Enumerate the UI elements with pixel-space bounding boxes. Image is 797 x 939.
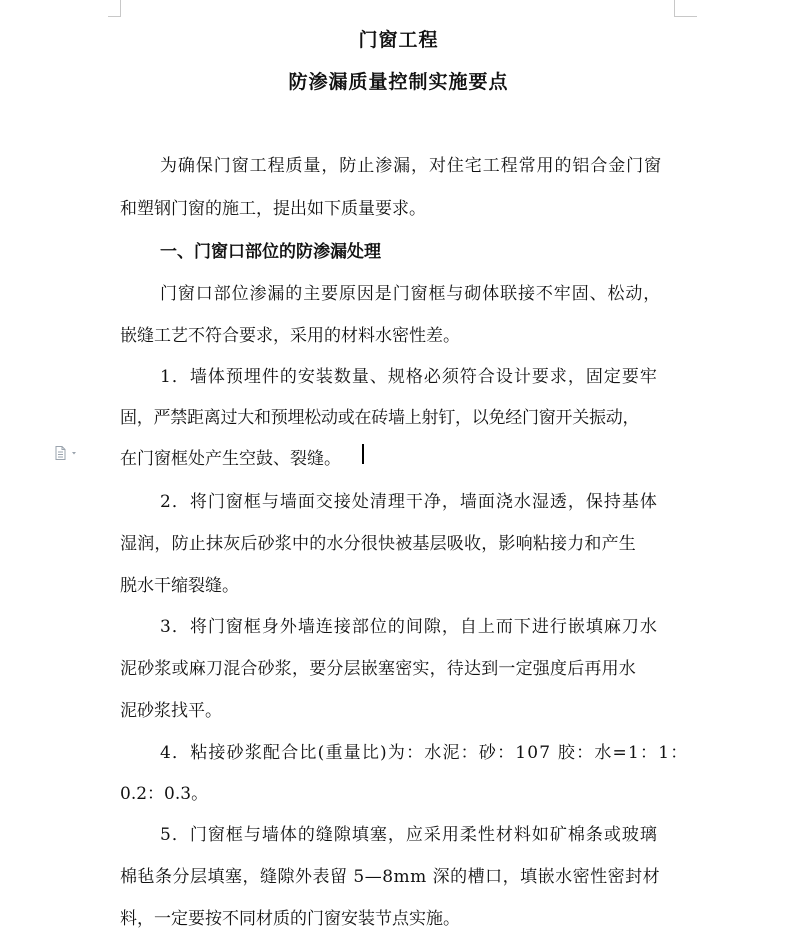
document-subtitle: 防渗漏质量控制实施要点 <box>288 71 509 93</box>
paragraph-line: 固，严禁距离过大和预埋松动或在砖墙上射钉，以免经门窗开关振动， <box>120 408 640 428</box>
paragraph-line: 为确保门窗工程质量，防止渗漏，对住宅工程常用的铝合金门窗 <box>160 156 663 176</box>
paragraph-line: 泥砂浆找平。 <box>120 701 222 721</box>
page-corner-mark-top-right <box>674 0 697 17</box>
paragraph-line: 3．将门窗框身外墙连接部位的间隙，自上而下进行嵌填麻刀水 <box>160 617 658 637</box>
paragraph-line: 泥砂浆或麻刀混合砂浆，要分层嵌塞密实，待达到一定强度后再用水 <box>120 659 636 679</box>
paragraph-line: 湿润，防止抹灰后砂浆中的水分很快被基层吸收，影响粘接力和产生 <box>120 534 636 554</box>
paragraph-line: 棉毡条分层填塞，缝隙外表留 5—8mm 深的槽口，填嵌水密性密封材 <box>120 867 661 887</box>
text-cursor <box>362 444 364 464</box>
paragraph-line: 2．将门窗框与墙面交接处清理干净，墙面浇水湿透，保持基体 <box>160 492 658 512</box>
page-corner-mark-top-left <box>108 0 121 17</box>
paragraph-line: 5．门窗框与墙体的缝隙填塞，应采用柔性材料如矿棉条或玻璃 <box>160 825 658 845</box>
section-heading: 一、门窗口部位的防渗漏处理 <box>160 242 381 262</box>
paragraph-line: 嵌缝工艺不符合要求，采用的材料水密性差。 <box>120 326 460 346</box>
document-title: 门窗工程 <box>358 29 439 51</box>
paragraph-options-icon[interactable] <box>55 445 79 459</box>
paragraph-line: 脱水干缩裂缝。 <box>120 576 239 596</box>
paragraph-line: 4．粘接砂浆配合比(重量比)为：水泥：砂：107 胶：水=1：1： <box>160 743 689 763</box>
paragraph-line: 1．墙体预埋件的安装数量、规格必须符合设计要求，固定要牢 <box>160 367 658 387</box>
paragraph-line: 0.2：0.3。 <box>120 784 209 804</box>
paragraph-line: 门窗口部位渗漏的主要原因是门窗框与砌体联接不牢固、松动， <box>160 284 662 304</box>
paragraph-line: 和塑钢门窗的施工，提出如下质量要求。 <box>120 199 426 219</box>
paragraph-line: 料，一定要按不同材质的门窗安装节点实施。 <box>120 909 460 929</box>
paragraph-line: 在门窗框处产生空鼓、裂缝。 <box>120 449 341 469</box>
